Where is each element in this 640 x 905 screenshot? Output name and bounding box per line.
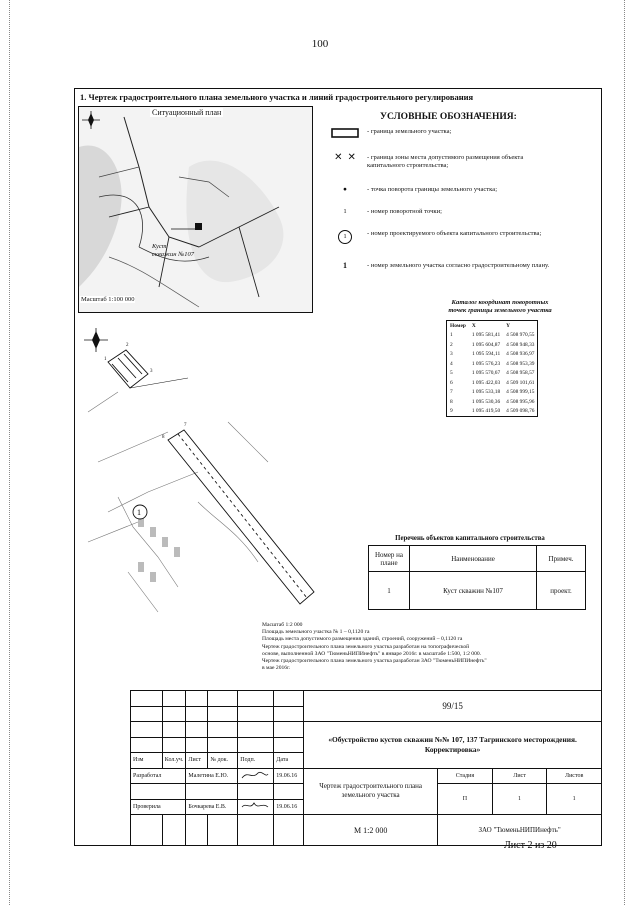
situation-label-line2: скважин №107 xyxy=(152,251,194,258)
sheet-value: 1 xyxy=(492,784,547,815)
cell: 4 508 936,97 xyxy=(506,351,535,358)
col-header-date: Дата xyxy=(274,753,304,769)
dot-icon: ● xyxy=(343,186,347,193)
cell: 1 095 530,36 xyxy=(471,398,501,405)
situation-plan-drawing xyxy=(79,107,313,313)
scan-edge-left xyxy=(9,0,10,905)
table-row xyxy=(447,340,538,350)
table-row xyxy=(447,331,538,341)
cell: 4 508 970,55 xyxy=(506,332,535,339)
cell: проект. xyxy=(537,572,586,610)
cell: 7 xyxy=(450,389,453,396)
object-marker-number: 1 xyxy=(137,508,141,517)
drawing-heading: 1. Чертеж градостроительного плана земельного участка и линий градостроительного регулирования xyxy=(80,92,474,102)
stamp-code: 99/15 xyxy=(304,691,602,722)
checked-label: Проверила xyxy=(131,799,186,815)
table-row xyxy=(447,397,538,407)
svg-text:2: 2 xyxy=(126,343,129,348)
sheets-header: Листов xyxy=(547,768,602,784)
legend-text-5: - номер земельного участка согласно градостроительному плану. xyxy=(367,262,550,269)
cell: 1 095 604,87 xyxy=(471,341,501,348)
cell: 1 xyxy=(450,332,453,339)
cell: 1 095 581,41 xyxy=(471,332,501,339)
legend-text-0: - граница земельного участка; xyxy=(367,128,452,135)
cell: 4 508 995,96 xyxy=(506,398,535,405)
situation-plan-map xyxy=(78,106,313,313)
table-row xyxy=(369,572,586,610)
north-arrow-icon xyxy=(84,328,108,352)
developed-date: 19.06.16 xyxy=(274,768,304,784)
note-line: Чертеж градостроительного плана земельного участка разработан ЗАО "ТюменьНИПИнефть" xyxy=(262,658,487,665)
catalog-title xyxy=(430,299,570,315)
coordinates-table xyxy=(446,320,538,417)
cell: 6 xyxy=(450,379,453,386)
rect-icon xyxy=(325,128,365,141)
cell: 1 095 533,18 xyxy=(471,389,501,396)
cell: 4 508 958,57 xyxy=(506,370,535,377)
cell: 1 095 576,23 xyxy=(471,360,501,367)
cell: 1 095 570,67 xyxy=(471,370,501,377)
header-number: Номер xyxy=(450,322,466,329)
svg-text:7: 7 xyxy=(184,423,187,428)
situation-plan-label xyxy=(152,243,194,259)
stamp-organization: ЗАО "ТюменьНИПИнефть" xyxy=(438,815,602,846)
situation-plan-title: Ситуационный план xyxy=(152,108,222,117)
legend-symbol-4 xyxy=(325,230,365,244)
table-row xyxy=(447,350,538,360)
table-row xyxy=(447,359,538,369)
cross-icon: ✕ ✕ xyxy=(334,152,356,163)
table-row xyxy=(447,378,538,388)
title-block-table xyxy=(130,690,602,846)
title-block xyxy=(130,690,602,846)
scan-edge-right xyxy=(624,0,625,905)
sheets-value: 1 xyxy=(547,784,602,815)
cell: 4 xyxy=(450,360,453,367)
stage-value: П xyxy=(438,784,493,815)
legend-text-1: - граница зоны места допустимого размещения объекта капитального строительства; xyxy=(367,154,524,169)
stamp-scale: М 1:2 000 xyxy=(304,815,438,846)
cell: 9 xyxy=(450,408,453,415)
cell: 1 095 594,11 xyxy=(472,351,501,358)
drawing-notes xyxy=(262,622,562,672)
checked-date: 19.06.16 xyxy=(274,799,304,815)
stage-header: Стадия xyxy=(438,768,493,784)
signature-1 xyxy=(238,768,274,784)
checked-name: Бочкарева Е.В. xyxy=(186,799,238,815)
page-number: 100 xyxy=(311,38,329,50)
catalog-title-line2: точек границы земельного участка xyxy=(448,307,552,314)
cell: 1 xyxy=(369,572,410,610)
well-cluster-marker xyxy=(195,223,202,230)
cell: 5 xyxy=(450,370,453,377)
note-line: Чертеж градостроительного плана земельного участка разработан на топографической xyxy=(262,643,470,650)
header-plan-number: Номер на плане xyxy=(369,546,410,572)
note-line: Площадь места допустимого размещения зданий, строений, сооружений – 0,1120 га xyxy=(262,636,463,643)
situation-plan-scale: Масштаб 1:100 000 xyxy=(81,296,135,303)
svg-text:3: 3 xyxy=(150,369,153,374)
stamp-doc-title: Чертеж градостроительного плана земельного участка xyxy=(304,768,438,815)
svg-text:1: 1 xyxy=(104,357,107,362)
header-name: Наименование xyxy=(410,546,537,572)
table-header-row xyxy=(369,546,586,572)
objects-list-title: Перечень объектов капитального строительства xyxy=(395,535,545,542)
sheet-counter: Лист 2 из 20 xyxy=(504,840,557,851)
table-row xyxy=(447,407,538,417)
stamp-project-title: «Обустройство кустов скважин №№ 107, 137 Тагринского месторождения. Корректировка» xyxy=(304,722,602,769)
legend-text-2: - точка поворота границы земельного участка; xyxy=(367,186,498,193)
cell: 4 508 999,15 xyxy=(506,389,535,396)
header-y: Y xyxy=(506,322,511,329)
header-x: X xyxy=(471,322,476,329)
developed-label: Разработал xyxy=(131,768,186,784)
col-header-doc: № док. xyxy=(208,753,238,769)
situation-label-line1: Куст xyxy=(152,243,167,250)
note-line: Площадь земельного участка № 1 – 0,1120 га xyxy=(262,629,370,636)
cell: 8 xyxy=(450,398,453,405)
cell: 1 095 422,03 xyxy=(471,379,501,386)
table-row xyxy=(447,388,538,398)
cell: 3 xyxy=(450,351,453,358)
col-header-sign: Подп. xyxy=(238,753,274,769)
legend-symbol-3: 1 xyxy=(343,208,347,215)
catalog-title-line1: Каталог координат поворотных xyxy=(451,299,549,306)
objects-table xyxy=(368,545,586,610)
cell: 4 508 953,39 xyxy=(506,360,535,367)
table-row xyxy=(447,369,538,379)
turn-point-labels xyxy=(104,343,187,440)
header-note: Примеч. xyxy=(537,546,586,572)
cell: 2 xyxy=(450,341,453,348)
cell: 1 095 419,50 xyxy=(471,408,501,415)
developed-name: Малетина Е.Ю. xyxy=(186,768,238,784)
col-header-kol: Кол.уч. xyxy=(162,753,186,769)
svg-text:8: 8 xyxy=(162,435,165,440)
cell: Куст скважин №107 xyxy=(410,572,537,610)
legend-symbol-5: 1 xyxy=(343,261,347,270)
legend-text-3: - номер поворотной точки; xyxy=(367,208,442,215)
note-line: Масштаб 1:2 000 xyxy=(262,622,303,628)
note-line: в мае 2016г. xyxy=(262,665,291,672)
cell: 4 509 098,76 xyxy=(506,408,535,415)
cell: 4 508 948,33 xyxy=(506,341,535,348)
north-arrow-icon xyxy=(82,111,100,129)
note-line: основе, выполненной ЗАО "ТюменьНИПИнефть" в январе 2016г. в масштабе 1:500, 1:2 000. xyxy=(262,650,482,657)
col-header-izm: Изм xyxy=(131,753,163,769)
legend-text-4: - номер проектируемого объекта капитального строительства; xyxy=(367,230,542,237)
signature-2 xyxy=(238,799,274,815)
col-header-list: Лист xyxy=(186,753,208,769)
legend-title: УСЛОВНЫЕ ОБОЗНАЧЕНИЯ: xyxy=(380,112,517,122)
legend-circled-number: 1 xyxy=(338,230,352,244)
cell: 4 509 101,61 xyxy=(506,379,535,386)
sheet-header: Лист xyxy=(492,768,547,784)
site-plan-drawing xyxy=(78,322,338,618)
table-header-row xyxy=(447,321,538,331)
